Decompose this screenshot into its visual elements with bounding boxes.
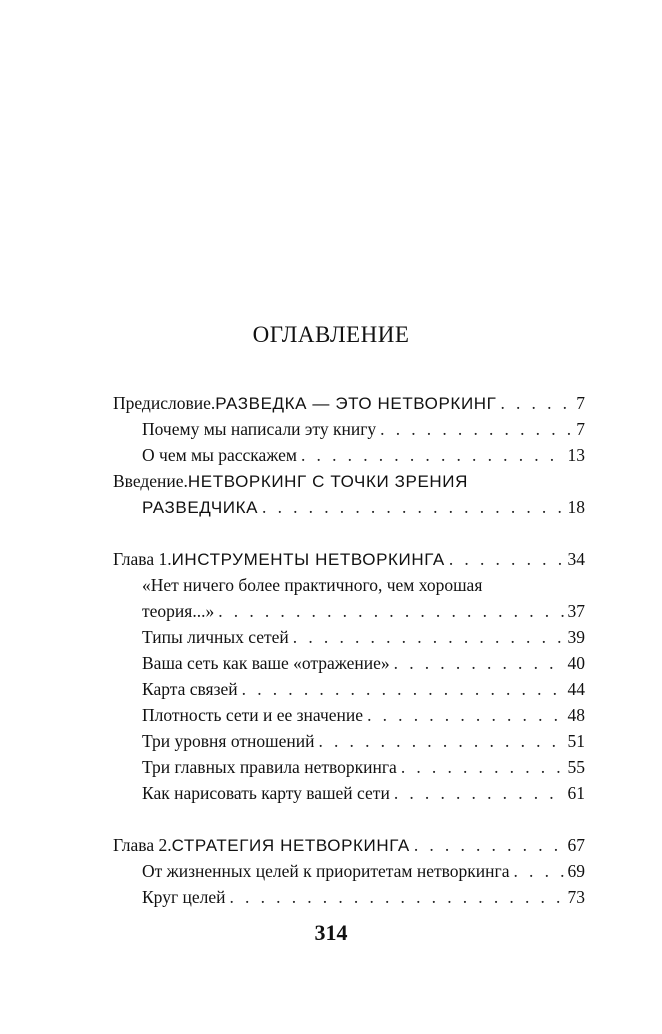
toc-entry-introduction xyxy=(113,468,585,494)
toc-subentry-title: Плотность сети и ее значение xyxy=(142,705,364,725)
toc-entry-introduction-continued xyxy=(142,494,585,520)
dot-leader xyxy=(242,676,564,702)
dot-leader xyxy=(380,416,572,442)
toc-subentry-title: Карта связей xyxy=(142,679,238,699)
toc-subentry xyxy=(142,624,585,650)
toc-subentry-title: Три уровня отношений xyxy=(142,731,315,751)
toc-entry-chapter-1 xyxy=(113,546,585,572)
toc-subentry-title: Три главных правила нетворкинга xyxy=(142,757,397,777)
toc-page-number: 34 xyxy=(567,549,585,569)
toc-page-number: 39 xyxy=(567,627,585,647)
toc-subentry-title: От жизненных целей к приоритетам нетворкинга xyxy=(142,861,510,881)
toc-entry-prefix: Введение. xyxy=(113,471,188,491)
dot-leader xyxy=(230,884,564,910)
toc-page-number: 55 xyxy=(567,757,585,777)
toc-subentry-title: Ваша сеть как ваше «отражение» xyxy=(142,653,390,673)
toc-entry-caps-title: РАЗВЕДЧИКА xyxy=(142,498,259,517)
toc-subentry-title: Круг целей xyxy=(142,887,226,907)
toc-subentry xyxy=(142,442,585,468)
toc-subentry-title: О чем мы расскажем xyxy=(142,445,297,465)
dot-leader xyxy=(218,598,563,624)
toc-page-number: 44 xyxy=(567,679,585,699)
toc-subentry xyxy=(142,858,585,884)
toc-subentry-title: теория...» xyxy=(142,601,215,621)
dot-leader xyxy=(394,650,564,676)
dot-leader xyxy=(367,702,563,728)
dot-leader xyxy=(449,546,564,572)
toc-entry-chapter-2 xyxy=(113,832,585,858)
toc-subentry xyxy=(142,728,585,754)
toc-entry-prefix: Глава 1. xyxy=(113,549,172,569)
toc-subentry xyxy=(142,598,585,624)
toc-page-number: 48 xyxy=(567,705,585,725)
toc-page-number: 51 xyxy=(567,731,585,751)
toc-entry-preface xyxy=(113,390,585,416)
toc-subentry-title: «Нет ничего более практичного, чем хорошая xyxy=(142,575,483,595)
toc-subentry xyxy=(142,884,585,910)
dot-leader xyxy=(318,728,563,754)
toc-entry-prefix: Глава 2. xyxy=(113,835,172,855)
toc-page-number: 7 xyxy=(576,419,585,439)
dot-leader xyxy=(401,754,564,780)
toc-subentry xyxy=(142,702,585,728)
toc-page-number: 37 xyxy=(567,601,585,621)
toc-page-number: 61 xyxy=(567,783,585,803)
dot-leader xyxy=(301,442,564,468)
toc-subentry xyxy=(142,754,585,780)
toc-subentry xyxy=(142,572,585,598)
dot-leader xyxy=(414,832,564,858)
toc-entry-caps-title: СТРАТЕГИЯ НЕТВОРКИНГА xyxy=(171,836,410,855)
toc-entry-caps-title: РАЗВЕДКА — ЭТО НЕТВОРКИНГ xyxy=(215,394,497,413)
toc-page-number: 7 xyxy=(576,393,585,413)
toc-page-number: 67 xyxy=(567,835,585,855)
toc-subentry xyxy=(142,676,585,702)
toc-subentry xyxy=(142,780,585,806)
page-title: ОГЛАВЛЕНИЕ xyxy=(252,322,410,347)
toc-entry-caps-title: ИНСТРУМЕНТЫ НЕТВОРКИНГА xyxy=(171,550,445,569)
page-number: 314 xyxy=(314,920,348,945)
toc-page-number: 13 xyxy=(567,445,585,465)
toc-entry-caps-title: НЕТВОРКИНГ С ТОЧКИ ЗРЕНИЯ xyxy=(187,472,468,491)
toc-subentry-title: Типы личных сетей xyxy=(142,627,289,647)
toc-page-number: 73 xyxy=(567,887,585,907)
dot-leader xyxy=(394,780,564,806)
dot-leader xyxy=(500,390,572,416)
toc-page-number: 69 xyxy=(567,861,585,881)
toc-subentry-title: Почему мы написали эту книгу xyxy=(142,419,377,439)
dot-leader xyxy=(262,494,563,520)
toc-subentry xyxy=(142,416,585,442)
toc-subentry xyxy=(142,650,585,676)
toc-subentry-title: Как нарисовать карту вашей сети xyxy=(142,783,390,803)
toc-entry-prefix: Предисловие. xyxy=(113,393,216,413)
toc-page-number: 18 xyxy=(567,497,585,517)
toc-page-number: 40 xyxy=(567,653,585,673)
dot-leader xyxy=(513,858,563,884)
dot-leader xyxy=(293,624,564,650)
